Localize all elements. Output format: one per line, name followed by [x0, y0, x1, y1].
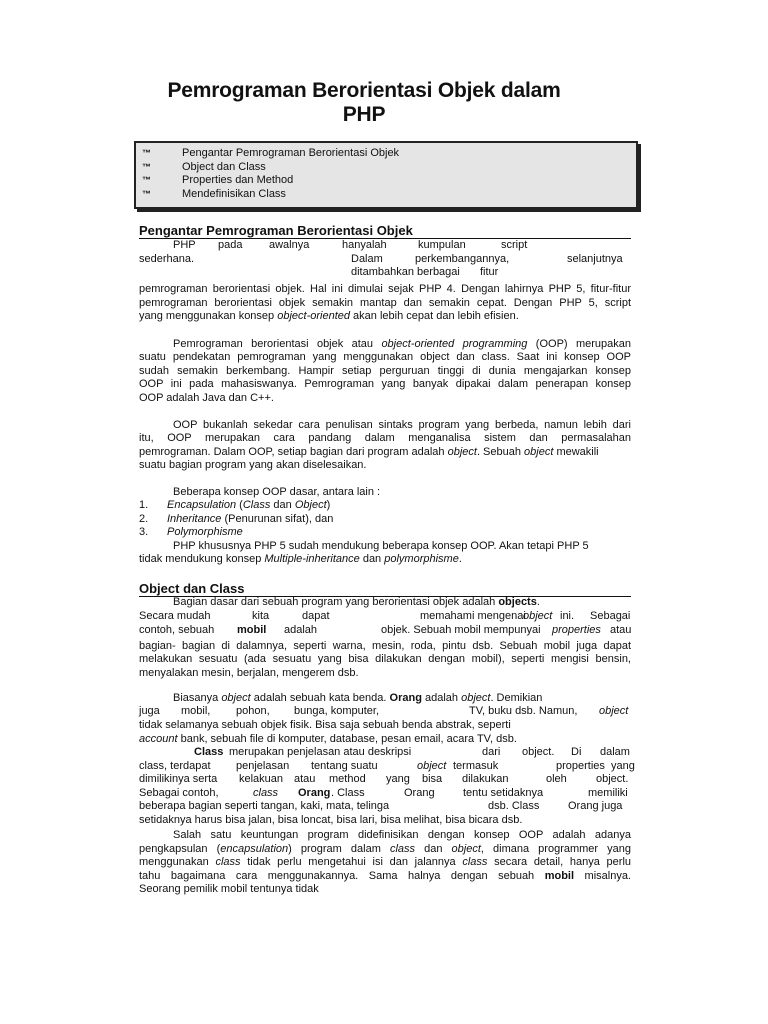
tm-bullet-icon: ™	[142, 162, 151, 172]
list-number: 1.	[139, 499, 149, 511]
text-word: awalnya	[269, 239, 310, 251]
text-run: (OOP) merupakan	[527, 338, 631, 350]
text-run: tahu bagaimana cara menggunakannya. Sama halnya dengan sebuah	[139, 870, 545, 882]
list-item	[139, 526, 631, 539]
text-word: dari	[482, 746, 501, 758]
italic-term: object	[417, 760, 447, 772]
list-item	[139, 513, 631, 526]
text-run: . Sebuah	[476, 446, 525, 458]
text-line	[139, 733, 631, 746]
text-line: OOP ini pada mahasiswanya. Pemrograman yang banyak dipakai dalam penerapan konsep	[139, 378, 631, 390]
text-run: , dimana programmer yang	[480, 843, 632, 855]
text-run: menggunakan	[139, 856, 216, 868]
italic-term: class	[462, 856, 488, 868]
text-line: setidaknya harus bisa jalan, bisa loncat, bisa lari, bisa melihat, bisa bicara dsb.	[139, 814, 523, 826]
text-word: hanyalah	[342, 239, 387, 251]
text-line: menyalakan mesin, berjalan, mengerem dsb.	[139, 667, 359, 679]
text-word: . Class	[331, 787, 365, 799]
text-word: dimilikinya serta	[139, 773, 218, 785]
italic-term: object	[451, 843, 481, 855]
text-run: Biasanya	[173, 692, 222, 704]
text-word: contoh, sebuah	[139, 624, 215, 636]
text-line: pemrograman berorientasi objek. Hal ini dimulai sejak PHP 4. Dengan lahirnya PHP 5, fitur-fitur	[139, 283, 631, 295]
text-word: ini.	[560, 610, 575, 622]
section-heading-object-class: Object dan Class	[139, 581, 631, 597]
text-line	[139, 446, 631, 459]
text-word: dalam	[600, 746, 630, 758]
text-word: kumpulan	[418, 239, 466, 251]
italic-term: Multiple-inheritance	[264, 553, 360, 565]
toc-item-label: Object dan Class	[182, 161, 266, 173]
text-word: selanjutnya	[567, 253, 623, 265]
text-line: Beberapa konsep OOP dasar, antara lain :	[173, 486, 381, 498]
text-word: TV, buku dsb. Namun,	[469, 705, 578, 717]
toc-item-label: Pengantar Pemrograman Berorientasi Objek	[182, 147, 400, 159]
text-run: (	[236, 499, 243, 511]
text-word: Sebagai	[590, 610, 631, 622]
text-line: itu, OOP merupakan cara pandang dalam menganalisa sistem dan permasalahan	[139, 432, 631, 444]
italic-term: encapsulation	[220, 843, 289, 855]
text-word: penjelasan	[236, 760, 290, 772]
text-line	[173, 338, 631, 351]
text-run: pengkapsulan (	[139, 843, 221, 855]
text-word: Secara mudah	[139, 610, 211, 622]
text-word: atau	[610, 624, 632, 636]
text-word: atau	[294, 773, 316, 785]
italic-term: object	[221, 692, 251, 704]
toc-item-label: Properties dan Method	[182, 174, 294, 186]
italic-term: object	[447, 446, 477, 458]
text-run: .	[536, 596, 540, 608]
text-word: object.	[596, 773, 629, 785]
text-word: juga	[139, 705, 160, 717]
text-run: Bagian dasar dari sebuah program yang berorientasi objek adalah	[173, 596, 499, 608]
text-word: Dalam	[351, 253, 383, 265]
text-line: melakukan sesuatu (ada sesuatu yang bisa dilakukan dengan mobil), seperti mengisi bensin,	[139, 653, 631, 665]
bold-term: Class	[194, 746, 224, 758]
italic-term: object	[524, 446, 554, 458]
text-run: bank, sebuah file di komputer, database, pesan email, acara TV, dsb.	[177, 733, 517, 745]
text-word: Orang	[404, 787, 435, 799]
bold-term: Orang	[389, 692, 422, 704]
text-run: tidak mendukung konsep	[139, 553, 265, 565]
text-word: Sebagai contoh,	[139, 787, 219, 799]
toc-item	[142, 147, 399, 160]
text-run: . Demikian	[490, 692, 543, 704]
section-heading-pengantar: Pengantar Pemrograman Berorientasi Objek	[139, 223, 631, 239]
page-title	[130, 79, 598, 127]
text-line	[173, 692, 665, 705]
italic-term: properties	[552, 624, 601, 636]
text-word: class, terdapat	[139, 760, 211, 772]
text-word: beberapa bagian seperti tangan, kaki, mata, telinga	[139, 800, 390, 812]
tm-bullet-icon: ™	[142, 148, 151, 158]
text-line: suatu pendekatan pemrograman yang menggunakan object dan class. Saat ini konsep OOP	[139, 351, 631, 363]
text-word: method	[329, 773, 366, 785]
text-line	[139, 870, 631, 883]
text-word: kelakuan	[239, 773, 284, 785]
text-word: object.	[522, 746, 555, 758]
text-line: OOP adalah Java dan C++.	[139, 392, 274, 404]
text-line: tidak selamanya sebuah objek fisik. Bisa saja sebuah benda abstrak, seperti	[139, 719, 511, 731]
text-word: yang	[611, 760, 635, 772]
text-word: perkembangannya,	[415, 253, 510, 265]
text-word: termasuk	[453, 760, 499, 772]
italic-term: polymorphisme	[384, 553, 459, 565]
text-word: dsb. Class	[488, 800, 540, 812]
text-word: Di	[571, 746, 582, 758]
text-word: bisa	[422, 773, 443, 785]
text-word: objek. Sebuah mobil mempunyai	[381, 624, 541, 636]
text-run: adalah sebuah kata benda.	[250, 692, 390, 704]
tm-bullet-icon: ™	[142, 175, 151, 185]
tm-bullet-icon: ™	[142, 189, 151, 199]
title-line-2: PHP	[342, 103, 386, 126]
italic-term: object	[523, 610, 553, 622]
text-word: ditambahkan berbagai	[351, 266, 460, 278]
text-run: pemrograman. Dalam OOP, setiap bagian dari program adalah	[139, 446, 448, 458]
text-line: sudah semakin berkembang. Hampir setiap perguruan tinggi di dunia mengajarkan konsep	[139, 365, 631, 377]
text-run: ) program dalam	[288, 843, 390, 855]
text-word: memiliki	[588, 787, 628, 799]
italic-term: Encapsulation	[167, 499, 237, 511]
text-word: kita	[252, 610, 270, 622]
text-word: dapat	[302, 610, 330, 622]
text-run: )	[326, 499, 331, 511]
text-line	[139, 856, 631, 869]
text-word: script	[501, 239, 528, 251]
text-word: fitur	[480, 266, 499, 278]
text-line: PHP khususnya PHP 5 sudah mendukung beberapa konsep OOP. Akan tetapi PHP 5	[173, 540, 589, 552]
italic-term: account	[139, 733, 178, 745]
italic-term: class	[215, 856, 241, 868]
italic-term: object-oriented programming	[381, 338, 528, 350]
text-word: sederhana.	[139, 253, 195, 265]
text-run: dan	[270, 499, 295, 511]
bold-term: objects	[498, 596, 537, 608]
text-line: Salah satu keuntungan program didefinisikan dengan konsep OOP adalah adanya	[173, 829, 631, 841]
italic-term: class	[253, 787, 279, 799]
text-run: tidak perlu mengetahui isi dan jalannya	[240, 856, 463, 868]
text-line: pemrograman berorientasi objek semakin mantap dan semakin cepat. Dengan PHP 5, script	[139, 297, 631, 309]
text-line: bagian- bagian di dalamnya, seperti warna, mesin, roda, pintu dsb. Sebuah mobil juga dapat	[139, 640, 631, 652]
text-line	[139, 310, 631, 323]
text-run: Pemrograman berorientasi objek atau	[173, 338, 382, 350]
text-word: dilakukan	[462, 773, 509, 785]
italic-term: Inheritance	[167, 513, 222, 525]
text-word: pohon,	[236, 705, 270, 717]
text-word: memahami mengenai	[420, 610, 526, 622]
italic-term: object-oriented	[277, 310, 350, 322]
title-line-1: Pemrograman Berorientasi Objek dalam	[167, 79, 561, 102]
text-word: bunga, komputer,	[294, 705, 380, 717]
text-run: yang menggunakan konsep	[139, 310, 278, 322]
text-run: dan	[415, 843, 452, 855]
italic-term: class	[389, 843, 416, 855]
text-word: PHP	[173, 239, 196, 251]
toc-item	[142, 174, 293, 187]
text-run: secara detail, hanya perlu	[487, 856, 632, 868]
text-word: properties	[556, 760, 605, 772]
text-word: adalah	[284, 624, 318, 636]
toc-item	[142, 188, 286, 201]
toc-item	[142, 161, 266, 174]
bold-term: Orang	[298, 787, 331, 799]
text-run: adalah	[421, 692, 462, 704]
text-word: tentu setidaknya	[463, 787, 544, 799]
italic-term: object	[599, 705, 629, 717]
text-line	[139, 843, 631, 856]
italic-term: object	[461, 692, 491, 704]
text-word: yang	[386, 773, 410, 785]
italic-term: Polymorphisme	[167, 526, 243, 538]
text-line: Seorang pemilik mobil tentunya tidak	[139, 883, 319, 895]
italic-term: Object	[294, 499, 327, 511]
text-run: misalnya.	[574, 870, 631, 882]
text-run: dan	[359, 553, 385, 565]
list-number: 2.	[139, 513, 149, 525]
text-line: OOP bukanlah sekedar cara penulisan sintaks program yang berbeda, namun lebih dari	[173, 419, 631, 431]
text-word: tentang suatu	[311, 760, 378, 772]
text-run: (Penurunan sifat), dan	[221, 513, 334, 525]
italic-term: Class	[242, 499, 271, 511]
text-word: Orang juga	[568, 800, 623, 812]
toc-item-label: Mendefinisikan Class	[182, 188, 286, 200]
text-line: suatu bagian program yang akan diselesaikan.	[139, 459, 367, 471]
text-word: oleh	[546, 773, 567, 785]
text-word: pada	[218, 239, 243, 251]
bold-term: mobil	[544, 870, 575, 882]
text-word: merupakan penjelasan atau deskripsi	[229, 746, 412, 758]
text-word: mobil,	[181, 705, 211, 717]
bold-term: mobil	[237, 624, 267, 636]
text-line	[173, 596, 665, 609]
text-run: .	[458, 553, 462, 565]
list-number: 3.	[139, 526, 149, 538]
text-run: akan lebih cepat dan lebih efisien.	[350, 310, 519, 322]
text-run: mewakili	[553, 446, 599, 458]
list-item	[139, 499, 631, 512]
table-of-contents	[134, 141, 638, 209]
text-line	[139, 553, 631, 566]
